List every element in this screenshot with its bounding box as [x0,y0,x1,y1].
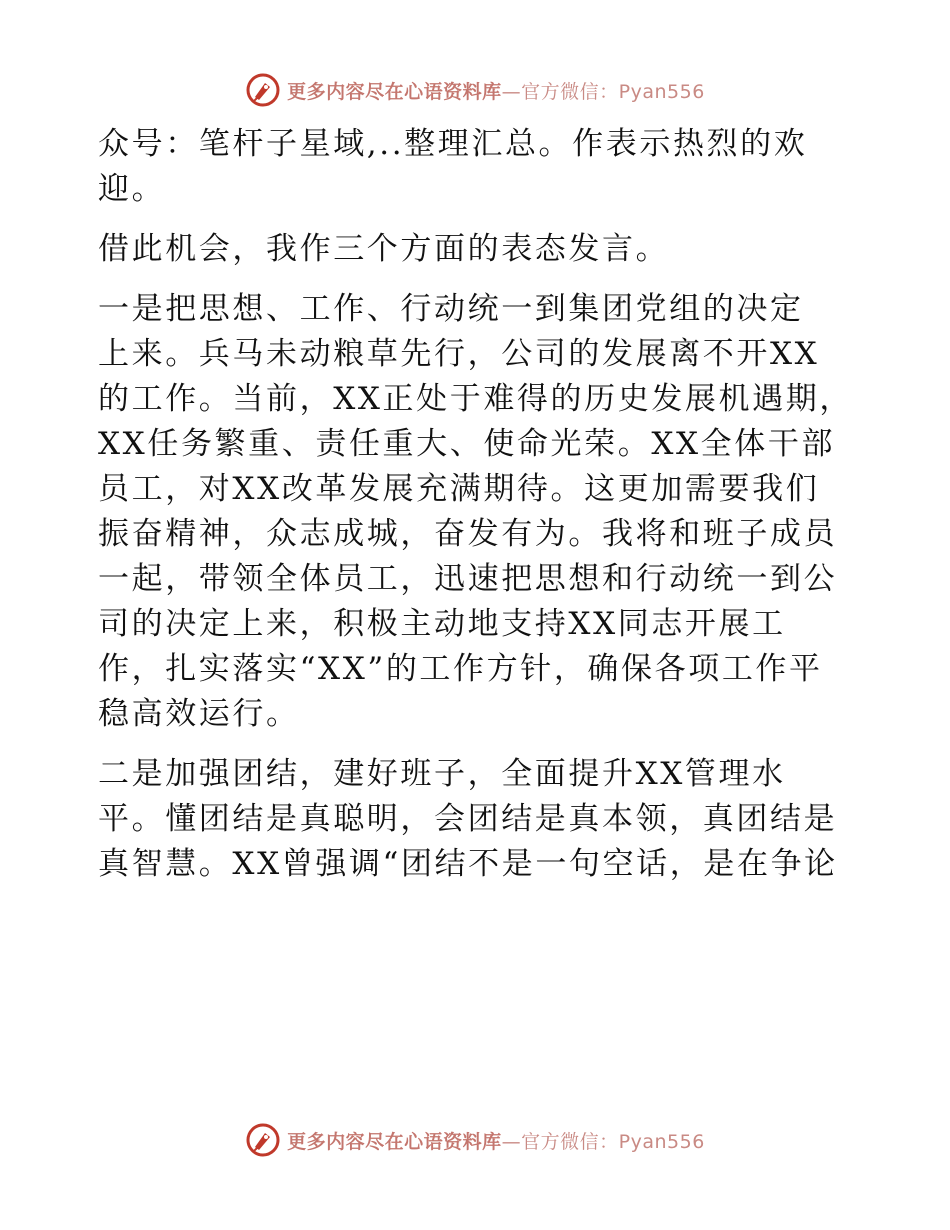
text-line: 一是把思想、工作、行动统一到集团党组的决定 [98,291,804,327]
paragraph [98,227,858,272]
text-line: 稳高效运行。 [98,696,300,732]
watermark-text: 更多内容尽在心语资料库—官方微信：Pyan556 [287,80,705,103]
text-line: 迎。 [98,171,166,207]
text-line: 司的决定上来，积极主动地支持XX同志开展工 [98,606,786,642]
document-body [98,122,858,887]
text-line: 上来。兵马未动粮草先行，公司的发展离不开XX [98,336,820,372]
pen-nib-logo-icon [245,72,281,108]
footer-watermark [0,1120,950,1160]
text-line: 一起，带领全体员工，迅速把思想和行动统一到公 [98,561,838,597]
text-line: XX任务繁重、责任重大、使命光荣。XX全体干部 [98,426,836,462]
text-line: 众号：笔杆子星域,..整理汇总。作表示热烈的欢 [98,126,808,162]
pen-nib-logo-icon [245,1122,281,1158]
text-line: 借此机会，我作三个方面的表态发言。 [98,231,670,267]
text-line: 平。懂团结是真聪明，会团结是真本领，真团结是 [98,801,838,837]
header-watermark [0,70,950,110]
text-line: 二是加强团结，建好班子，全面提升XX管理水 [98,756,786,792]
watermark-text: 更多内容尽在心语资料库—官方微信：Pyan556 [287,1130,705,1153]
text-line: 真智慧。XX曾强调“团结不是一句空话，是在争论 [98,846,838,882]
paragraph [98,752,858,887]
text-line: 员工，对XX改革发展充满期待。这更加需要我们 [98,471,820,507]
text-line: 的工作。当前，XX正处于难得的历史发展机遇期， [98,381,853,417]
text-line: 振奋精神，众志成城，奋发有为。我将和班子成员 [98,516,838,552]
text-line: 作，扎实落实“XX”的工作方针，确保各项工作平 [98,651,823,687]
paragraph [98,287,858,737]
paragraph [98,122,858,212]
